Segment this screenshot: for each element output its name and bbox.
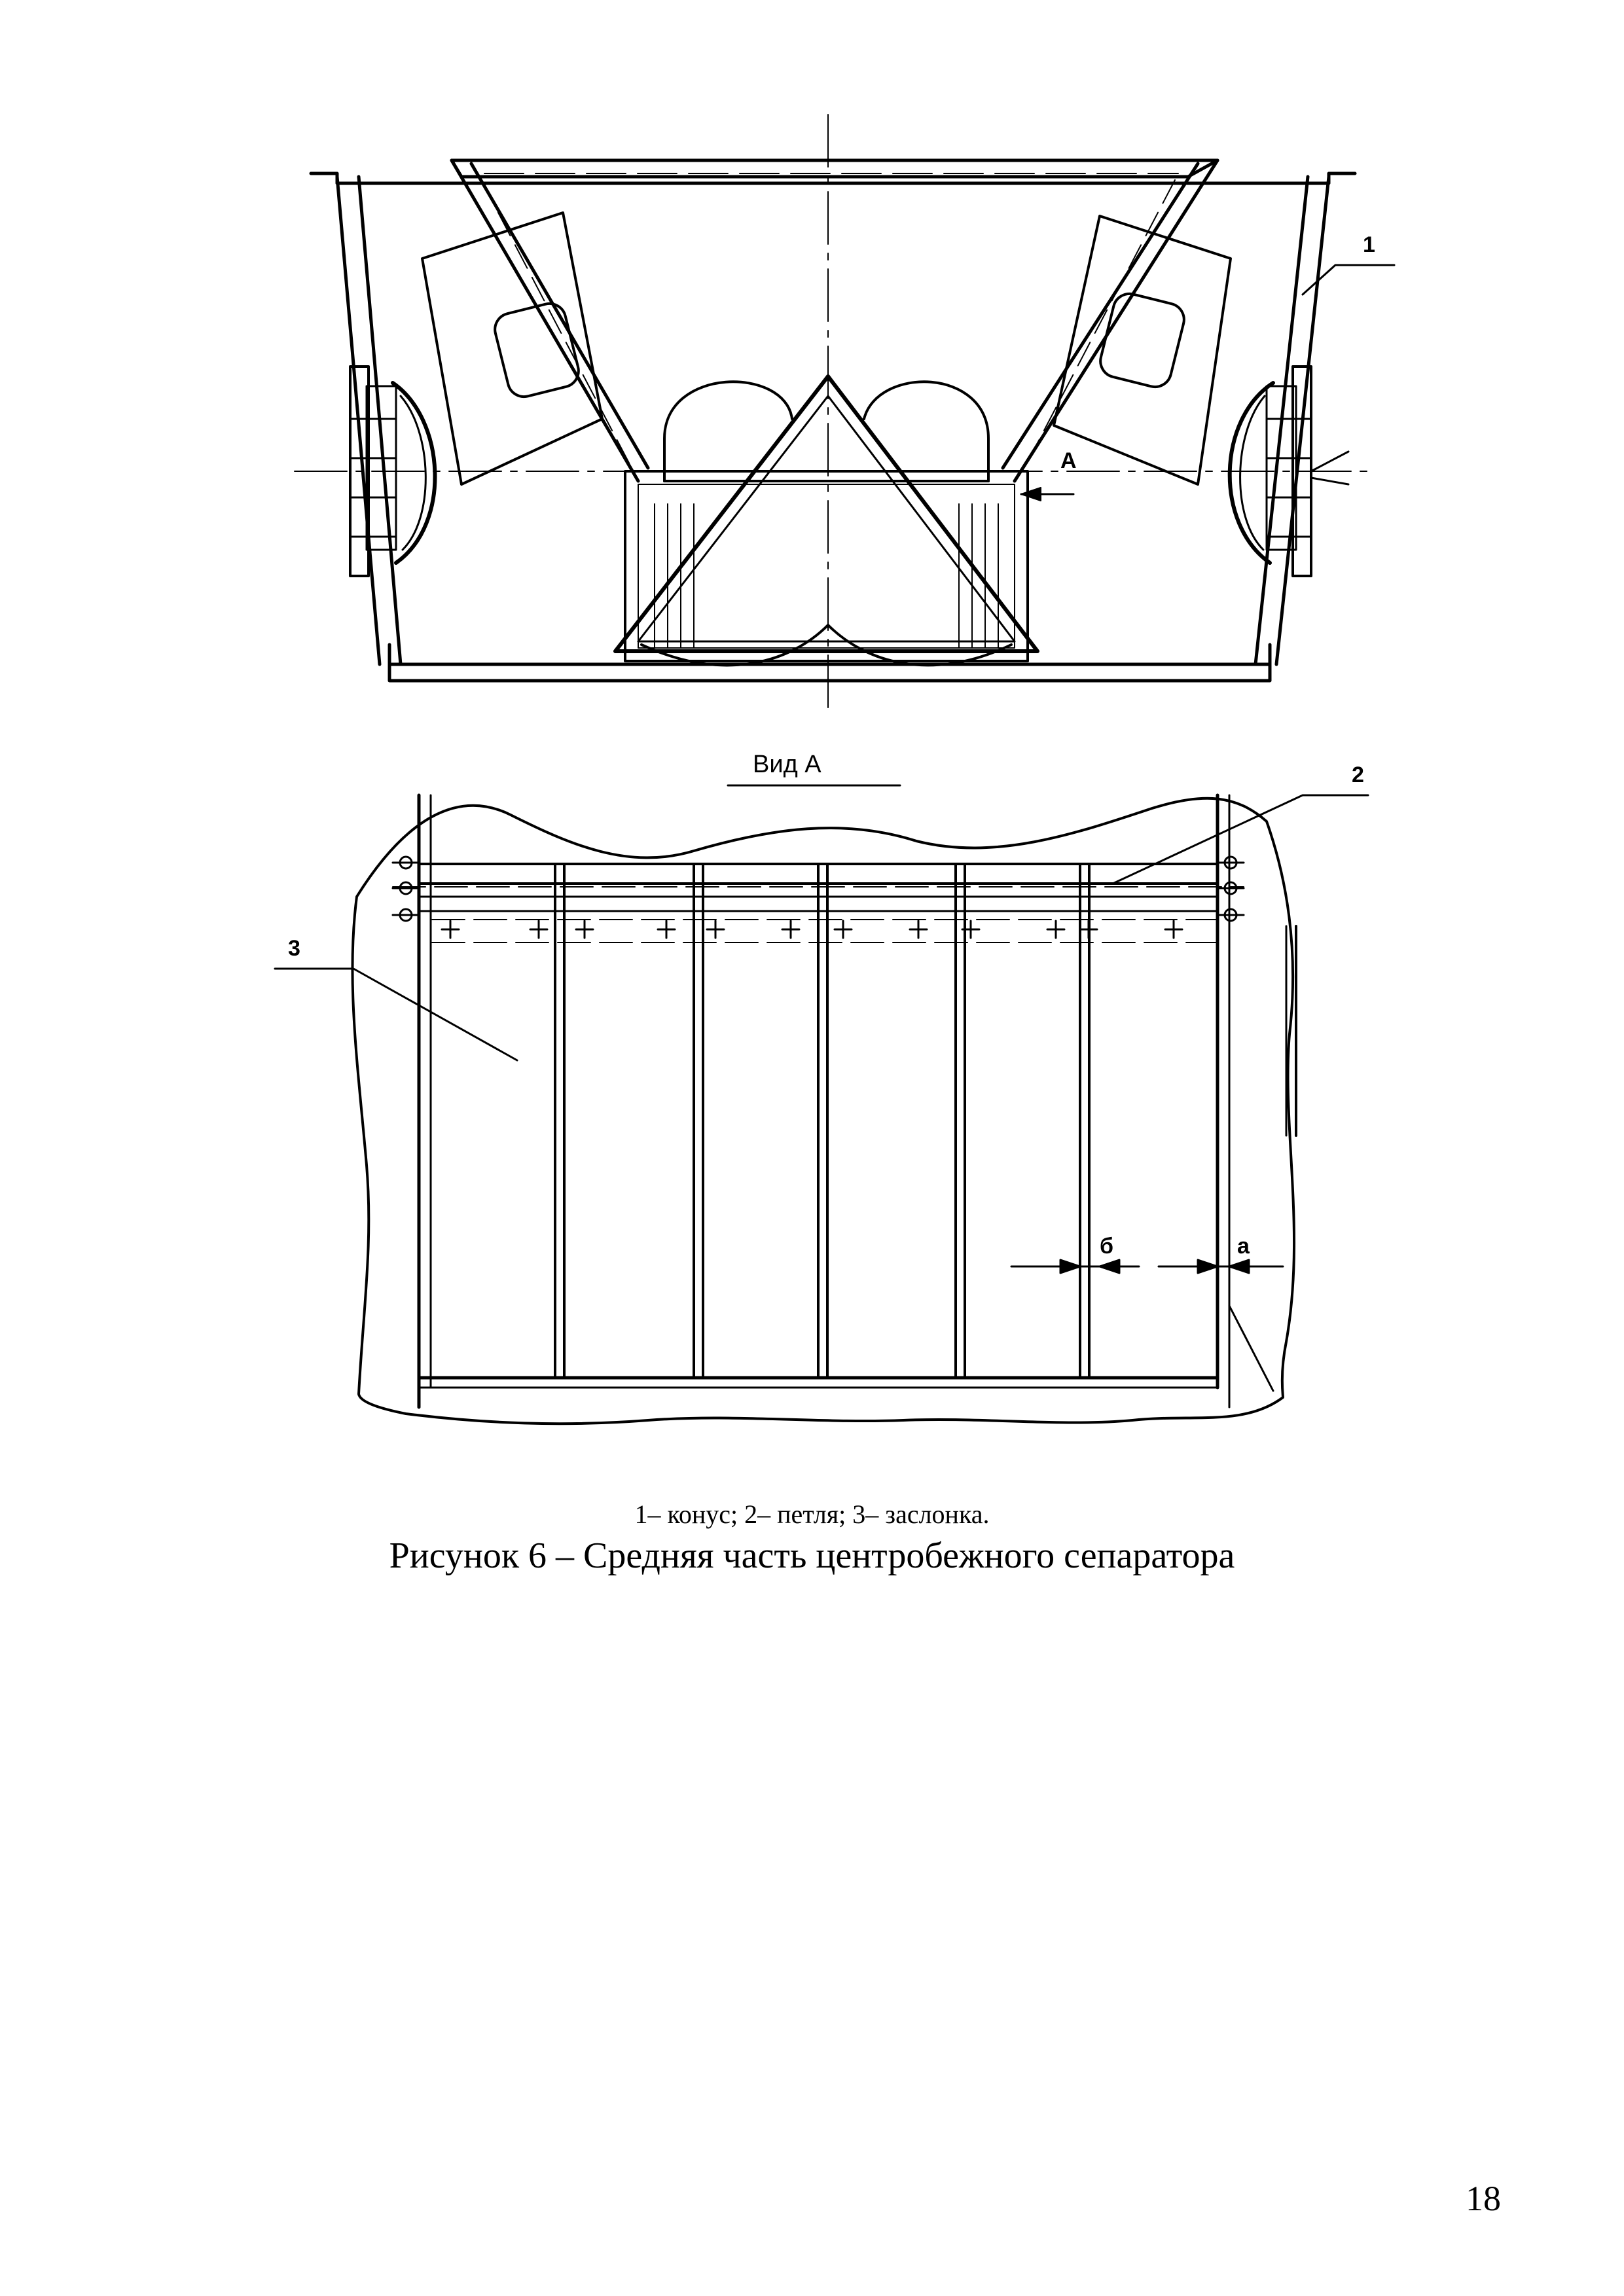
separator-section-view bbox=[295, 115, 1394, 713]
view-a-title: Вид А bbox=[753, 751, 821, 778]
callout-3-label: 3 bbox=[288, 936, 300, 961]
callout-2-label: 2 bbox=[1352, 762, 1364, 787]
callout-1-label: 1 bbox=[1363, 232, 1375, 257]
view-arrow-label: А bbox=[1060, 448, 1077, 473]
figure-caption: Рисунок 6 – Средняя часть центробежного сепаратора bbox=[389, 1535, 1235, 1576]
dimension-b-label: б bbox=[1100, 1234, 1114, 1259]
page-number: 18 bbox=[1466, 2179, 1501, 2218]
figure-legend: 1– конус; 2– петля; 3– заслонка. bbox=[634, 1499, 990, 1529]
view-a-gate-drawing bbox=[275, 785, 1368, 1424]
dimension-a-label: а bbox=[1237, 1234, 1250, 1259]
